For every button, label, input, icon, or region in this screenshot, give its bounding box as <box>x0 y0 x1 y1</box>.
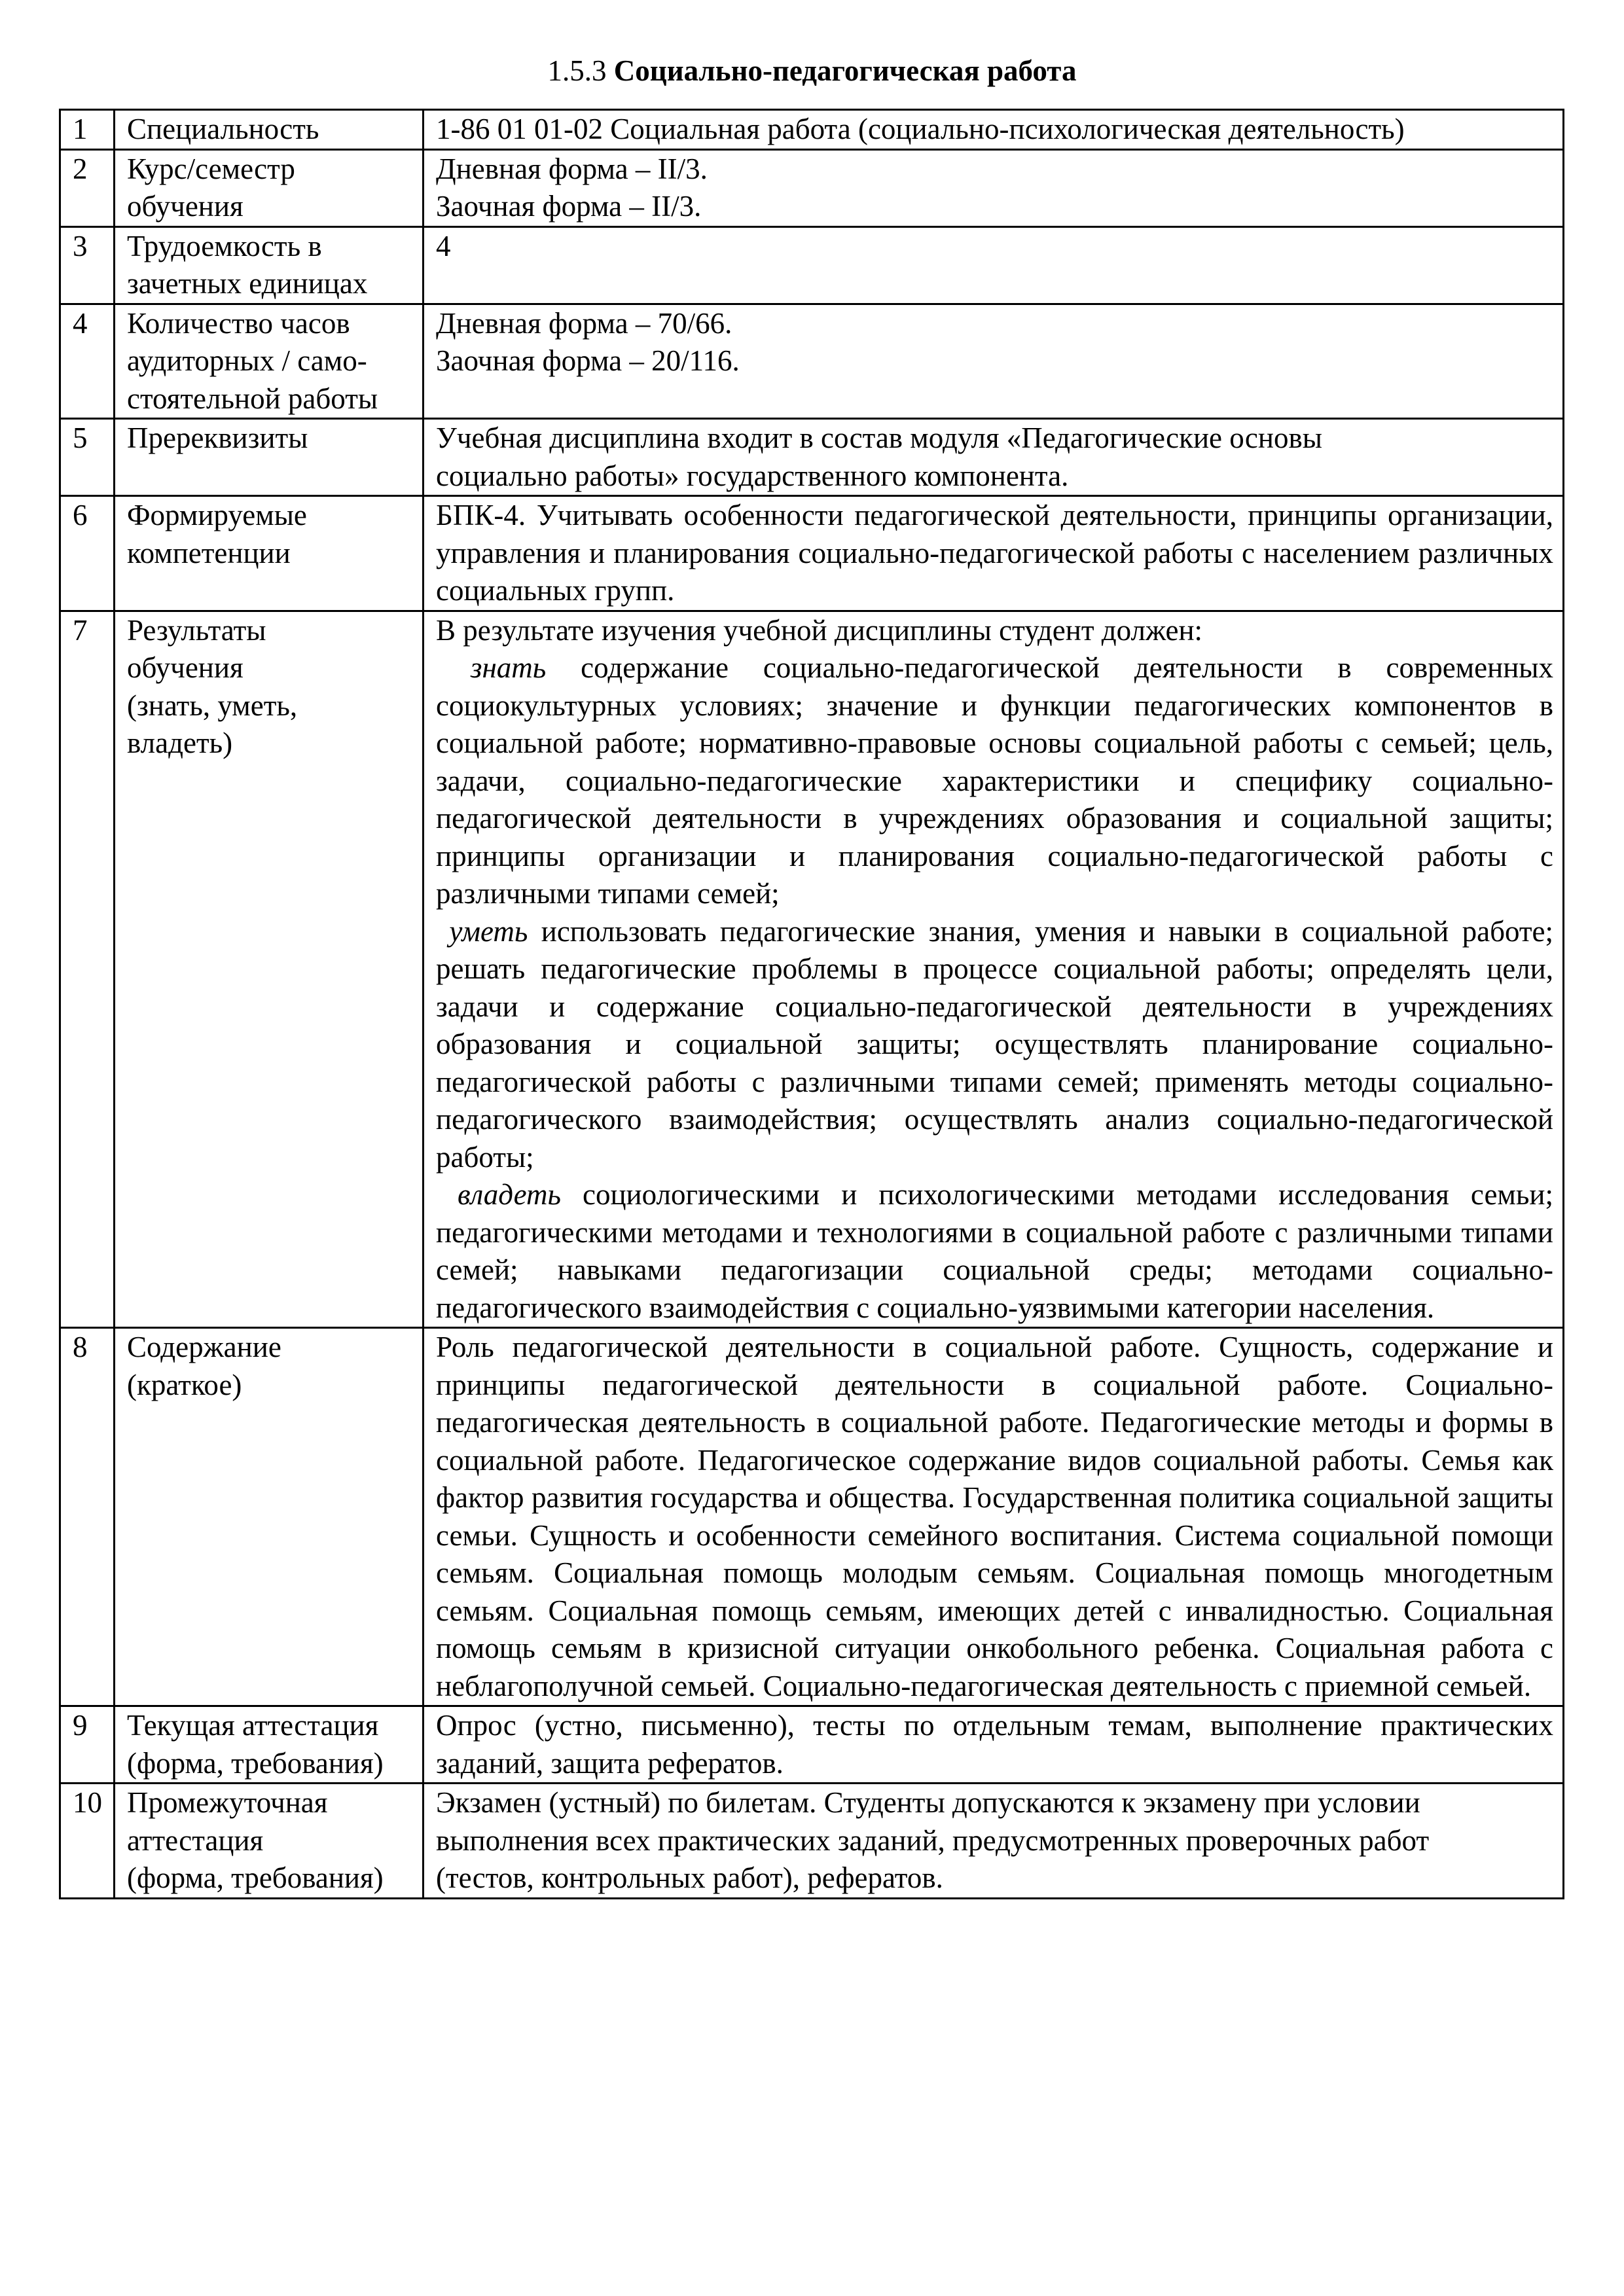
table-row <box>60 1784 1564 1899</box>
row-number: 4 <box>60 304 115 419</box>
row-number: 5 <box>60 419 115 496</box>
outcome-keyword: знать <box>470 651 547 684</box>
table-row <box>60 304 1564 419</box>
outcome-know <box>436 649 1553 913</box>
discipline-info-table <box>59 109 1564 1899</box>
row-value <box>424 611 1564 1328</box>
table-row <box>60 496 1564 611</box>
outcome-text: использовать педагогические знания, умения и навыки в социальной работе; решать педагогические проблемы в процессе социальной работы; определять цели, задачи и содержание социально-педагогической деятельности в учреждениях образования и социальной защиты; осуществлять планирование социально-педагогической работы с различными типами семей; применять методы социально-педагогического взаимодействия; осуществлять анализ социально-педагогической работы; <box>436 914 1554 1174</box>
row-label: Результаты обучения (знать, уметь, владеть) <box>115 611 424 1328</box>
row-label: Трудоемкость в зачетных единицах <box>115 226 424 304</box>
section-number: 1.5.3 <box>547 54 607 87</box>
table-row <box>60 149 1564 226</box>
row-number: 8 <box>60 1328 115 1706</box>
row-number: 1 <box>60 110 115 150</box>
row-label: Промежуточная аттестация (форма, требования) <box>115 1784 424 1899</box>
outcome-master <box>436 1176 1553 1327</box>
row-label: Пререквизиты <box>115 419 424 496</box>
outcome-keyword: владеть <box>458 1178 561 1211</box>
table-row <box>60 1706 1564 1784</box>
row-value: Дневная форма – II/3. Заочная форма – II/3. <box>424 149 1564 226</box>
table-row <box>60 226 1564 304</box>
row-number: 9 <box>60 1706 115 1784</box>
row-value: 1-86 01 01-02 Социальная работа (социально-психологическая деятельность) <box>424 110 1564 150</box>
row-label: Курс/семестр обучения <box>115 149 424 226</box>
row-value: БПК-4. Учитывать особенности педагогической деятельности, принципы организации, управления и планирования социально-педагогической работы с населением различных социальных групп. <box>424 496 1564 611</box>
row-label: Количество часов аудиторных / само- стоятельной работы <box>115 304 424 419</box>
row-label: Текущая аттестация (форма, требования) <box>115 1706 424 1784</box>
table-row <box>60 1328 1564 1706</box>
row-value: Роль педагогической деятельности в социальной работе. Сущность, содержание и принципы педагогической деятельности в социальной работе. Социально-педагогическая деятельность в социальной работе. Педагогические методы и формы в социальной работе. Педагогическое содержание видов социальной работы. Семья как фактор развития государства и общества. Государственная политика социальной защиты семьи. Сущность и особенности семейного воспитания. Система социальной помощи семьям. Социальная помощь молодым семьям. Социальная помощь многодетным семьям. Социальная помощь семьям, имеющих детей с инвалидностью. Социальная помощь семьям в кризисной ситуации онкобольного ребенка. Социальная работа с неблагополучной семьей. Социально-педагогическая деятельность с приемной семьей. <box>424 1328 1564 1706</box>
outcome-can <box>436 913 1553 1177</box>
section-title: Социально-педагогическая работа <box>613 54 1077 87</box>
row-label: Формируемые компетенции <box>115 496 424 611</box>
row-value: Учебная дисциплина входит в состав модуля «Педагогические основы социально работы» государственного компонента. <box>424 419 1564 496</box>
row-label: Специальность <box>115 110 424 150</box>
section-heading <box>0 51 1624 90</box>
row-number: 2 <box>60 149 115 226</box>
row-number: 6 <box>60 496 115 611</box>
row-value: Опрос (устно, письменно), тесты по отдельным темам, выполнение практических заданий, защита рефератов. <box>424 1706 1564 1784</box>
row-value: Дневная форма – 70/66. Заочная форма – 20/116. <box>424 304 1564 419</box>
row-number: 7 <box>60 611 115 1328</box>
row-number: 10 <box>60 1784 115 1899</box>
table-row <box>60 110 1564 150</box>
table-row <box>60 419 1564 496</box>
table-row <box>60 611 1564 1328</box>
outcome-text: содержание социально-педагогической деятельности в современных социокультурных условиях; значение и функции педагогических компонентов в социальной работе; нормативно-правовые основы социальной работы с семьей; цель, задачи, социально-педагогические характеристики и специфику социально-педагогической деятельности в учреждениях образования и социальной защиты; принципы организации и планирования социально-педагогической работы с различными типами семей; <box>436 651 1554 910</box>
outcome-keyword: уметь <box>449 914 528 948</box>
row-value: 4 <box>424 226 1564 304</box>
row-label: Содержание (краткое) <box>115 1328 424 1706</box>
row-value: Экзамен (устный) по билетам. Студенты допускаются к экзамену при условии выполнения всех практических заданий, предусмотренных проверочных работ (тестов, контрольных работ), рефератов. <box>424 1784 1564 1899</box>
row-number: 3 <box>60 226 115 304</box>
outcome-text: социологическими и психологическими методами исследования семьи; педагогическими методами и технологиями в социальной работе с различными типами семей; навыками педагогизации социальной среды; методами социально-педагогического взаимодействия с социально-уязвимыми категории населения. <box>436 1178 1554 1324</box>
learning-outcomes-intro: В результате изучения учебной дисциплины студент должен: <box>436 613 1203 647</box>
